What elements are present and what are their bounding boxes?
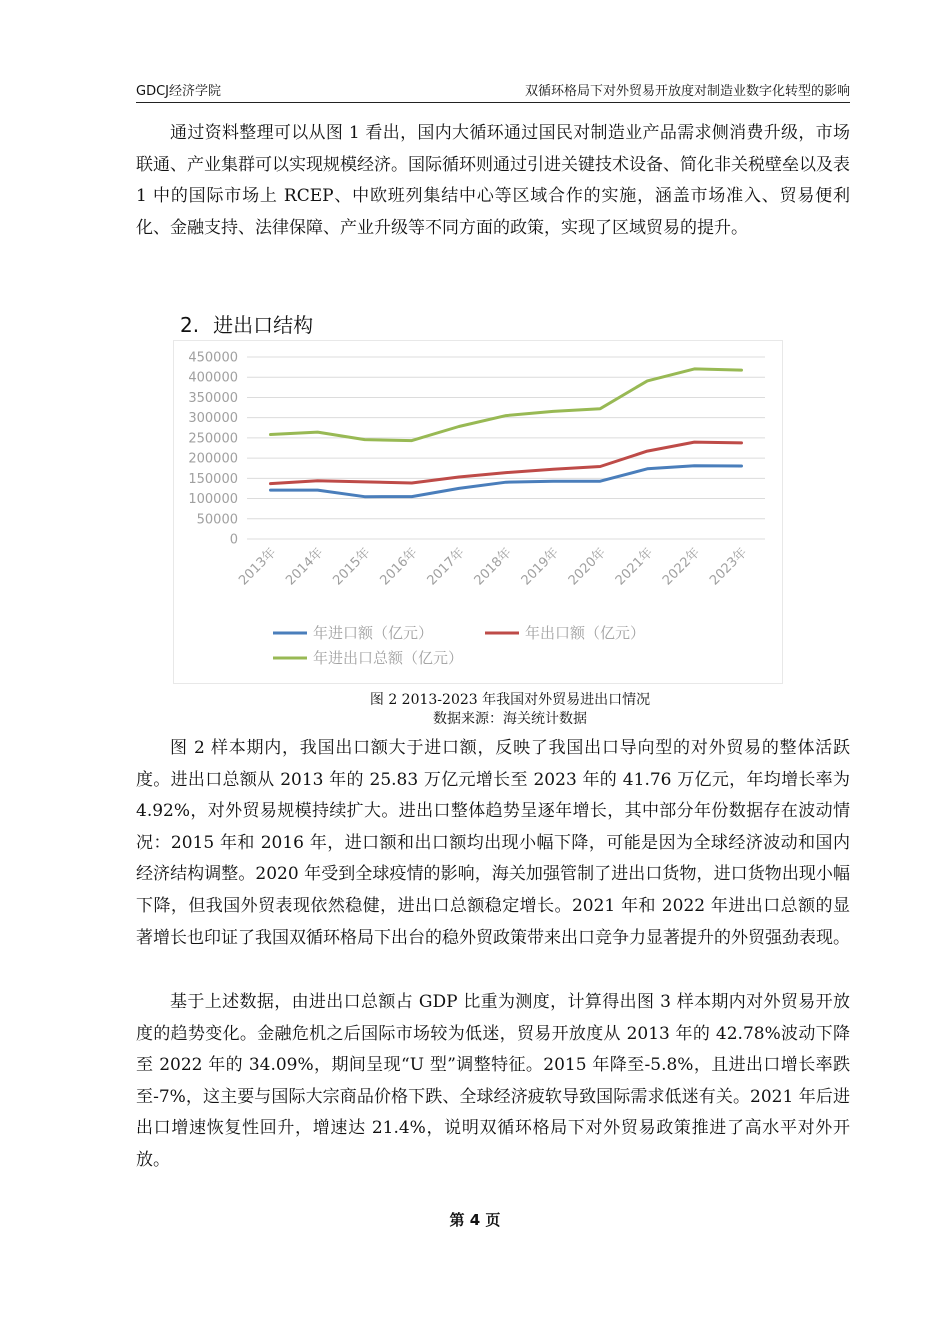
y-tick-label: 100000 (188, 492, 238, 508)
header-paper-title: 双循环格局下对外贸易开放度对制造业数字化转型的影响 (524, 84, 850, 99)
page-header (136, 78, 850, 103)
x-tick-label: 2018年 (471, 545, 515, 589)
x-tick-label: 2022年 (659, 545, 704, 589)
x-tick-label: 2019年 (518, 545, 562, 589)
y-tick-label: 450000 (188, 350, 238, 366)
x-tick-label: 2015年 (330, 545, 374, 589)
x-tick-label: 2020年 (565, 545, 610, 589)
figure-source: 数据来源：海关统计数据 (433, 711, 587, 727)
section-number: 2. (180, 313, 200, 337)
legend-label: 年进口额（亿元） (313, 624, 434, 642)
x-tick-label: 2013年 (236, 545, 280, 589)
y-tick-label: 400000 (188, 370, 238, 386)
paragraph-3: 基于上述数据，由进出口总额占 GDP 比重为测度，计算得出图 3 样本期内对外贸易开放度的趋势变化。金融危机之后国际市场较为低迷，贸易开放度从 2013 年的 42.78%波动下降至 2022 年的 34.09%，期间呈现“U 型”调整特征。2015 年降至-5.8%，且进出口增长率跌至-7%，这主要与国际大宗商品价格下跌、全球经济疲软导致国际需求低迷有关。2021 年后进出口增速恢复性回升，增速达 21.4%，说明双循环格局下对外贸易政策推进了高水平对外开放。 (136, 992, 850, 1170)
y-tick-label: 200000 (188, 451, 238, 467)
figure-caption: 图 2 2013-2023 年我国对外贸易进出口情况 (369, 692, 651, 708)
x-tick-label: 2023年 (707, 545, 751, 589)
trade-line-chart (173, 340, 783, 684)
legend-label: 年出口额（亿元） (525, 624, 646, 642)
paragraph-1: 通过资料整理可以从图 1 看出，国内大循环通过国民对制造业产品需求侧消费升级，市场联通、产业集群可以实现规模经济。国际循环则通过引进关键技术设备、简化非关税壁垒以及表 1 中的国际市场上 RCEP、中欧班列集结中心等区域合作的实施，涵盖市场准入、贸易便利化、金融支持、法律保障、产业升级等不同方面的政策，实现了区域贸易的提升。 (136, 123, 850, 238)
header-institution: GDCJ经济学院 (136, 84, 221, 99)
y-tick-label: 150000 (188, 471, 238, 487)
section-title: 进出口结构 (213, 313, 314, 337)
page-number: 第 4 页 (449, 1211, 501, 1229)
y-tick-label: 50000 (196, 512, 238, 528)
y-tick-label: 0 (229, 532, 238, 548)
x-tick-label: 2021年 (612, 545, 657, 589)
legend-label: 年进出口总额（亿元） (313, 649, 464, 667)
paragraph-2: 图 2 样本期内，我国出口额大于进口额，反映了我国出口导向型的对外贸易的整体活跃度。进出口总额从 2013 年的 25.83 万亿元增长至 2023 年的 41.76 万亿元，年均增长率为 4.92%，对外贸易规模持续扩大。进出口整体趋势呈逐年增长，其中部分年份数据存在波动情况：2015 年和 2016 年，进口额和出口额均出现小幅下降，可能是因为全球经济波动和国内经济结构调整。2020 年受到全球疫情的影响，海关加强管制了进出口货物，进口货物出现小幅下降，但我国外贸表现依然稳健，进出口总额稳定增长。2021 年和 2022 年进出口总额的显著增长也印证了我国双循环格局下出台的稳外贸政策带来出口竞争力显著提升的外贸强劲表现。 (136, 738, 850, 948)
y-tick-label: 350000 (188, 390, 238, 406)
x-tick-label: 2016年 (377, 545, 421, 589)
x-tick-label: 2017年 (424, 545, 468, 589)
y-tick-label: 250000 (188, 431, 238, 447)
section-heading (180, 309, 313, 338)
x-tick-label: 2014年 (283, 545, 327, 589)
y-tick-label: 300000 (188, 411, 238, 427)
